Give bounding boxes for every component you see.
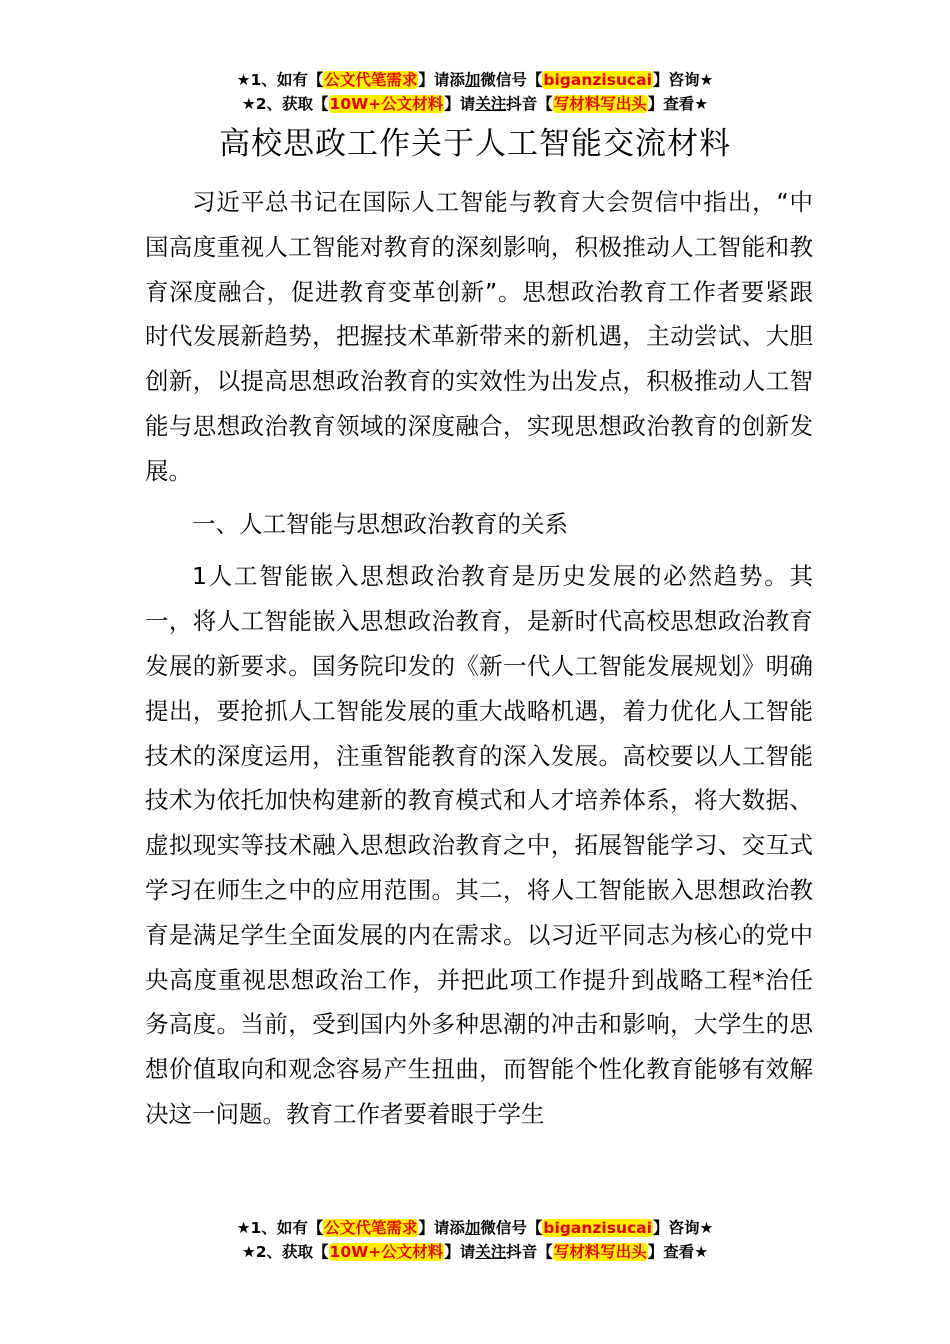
banner-text: 抖音【	[506, 1243, 553, 1261]
document-title: 高校思政工作关于人工智能交流材料	[219, 126, 731, 162]
banner-text: ★1、如有【	[236, 71, 324, 89]
banner-text: 】查看★	[647, 95, 709, 113]
banner-highlight: 10W+公文材料	[329, 1243, 444, 1261]
banner-highlight: biganzisucai	[543, 71, 652, 89]
banner-text: 抖音【	[506, 95, 553, 113]
banner-text: 】咨询★	[652, 1219, 714, 1237]
banner-highlight: 公文代笔需求	[324, 1219, 418, 1237]
document-body	[145, 180, 813, 1137]
banner-text: ★2、获取【	[241, 1243, 329, 1261]
banner-highlight: biganzisucai	[543, 1219, 652, 1237]
section-heading: 一、人工智能与思想政治教育的关系	[192, 509, 568, 538]
banner-text: 】查看★	[647, 1243, 709, 1261]
banner-text: 加	[464, 1219, 481, 1237]
banner-text: 微信号【	[480, 71, 543, 89]
paragraph-intro: 习近平总书记在国际人工智能与教育大会贺信中指出，“中国高度重视人工智能对教育的深刻影响，积极推动人工智能和教育深度融合，促进教育变革创新”。思想政治教育工作者要紧跟时代发展新趋势，把握技术革新带来的新机遇，主动尝试、大胆创新，以提高思想政治教育的实效性为出发点，积极推动人工智能与思想政治教育领域的深度融合，实现思想政治教育的创新发展。	[145, 188, 813, 485]
banner-text: ★1、如有【	[236, 1219, 324, 1237]
banner-highlight: 10W+公文材料	[329, 95, 444, 113]
banner-text: 关注	[475, 1243, 507, 1261]
banner-text: 加	[464, 71, 481, 89]
banner-line-2	[0, 1240, 950, 1264]
banner-line-2	[0, 92, 950, 116]
banner-text: 关注	[475, 95, 507, 113]
banner-highlight: 公文代笔需求	[324, 71, 418, 89]
banner-text: 】咨询★	[652, 71, 714, 89]
banner-text: 】请添	[418, 71, 465, 89]
banner-text: 微信号【	[480, 1219, 543, 1237]
banner-line-1	[0, 68, 950, 92]
banner-line-1	[0, 1216, 950, 1240]
header-banner	[0, 68, 950, 116]
banner-text: 】请	[444, 95, 476, 113]
banner-highlight: 写材料写出头	[553, 1243, 647, 1261]
banner-highlight: 写材料写出头	[553, 95, 647, 113]
banner-text: ★2、获取【	[241, 95, 329, 113]
banner-text: 】请	[444, 1243, 476, 1261]
banner-text: 】请添	[418, 1219, 465, 1237]
paragraph-body: 1人工智能嵌入思想政治教育是历史发展的必然趋势。其一，将人工智能嵌入思想政治教育，是新时代高校思想政治教育发展的新要求。国务院印发的《新一代人工智能发展规划》明确提出，要抢抓人工智能发展的重大战略机遇，着力优化人工智能技术的深度运用，注重智能教育的深入发展。高校要以人工智能技术为依托加快构建新的教育模式和人才培养体系，将大数据、虚拟现实等技术融入思想政治教育之中，拓展智能学习、交互式学习在师生之中的应用范围。其二，将人工智能嵌入思想政治教育是满足学生全面发展的内在需求。以习近平同志为核心的党中央高度重视思想政治工作，并把此项工作提升到战略工程*治任务高度。当前，受到国内外多种思潮的冲击和影响，大学生的思想价值取向和观念容易产生扭曲，而智能个性化教育能够有效解决这一问题。教育工作者要着眼于学生	[145, 562, 813, 1128]
footer-banner	[0, 1216, 950, 1264]
